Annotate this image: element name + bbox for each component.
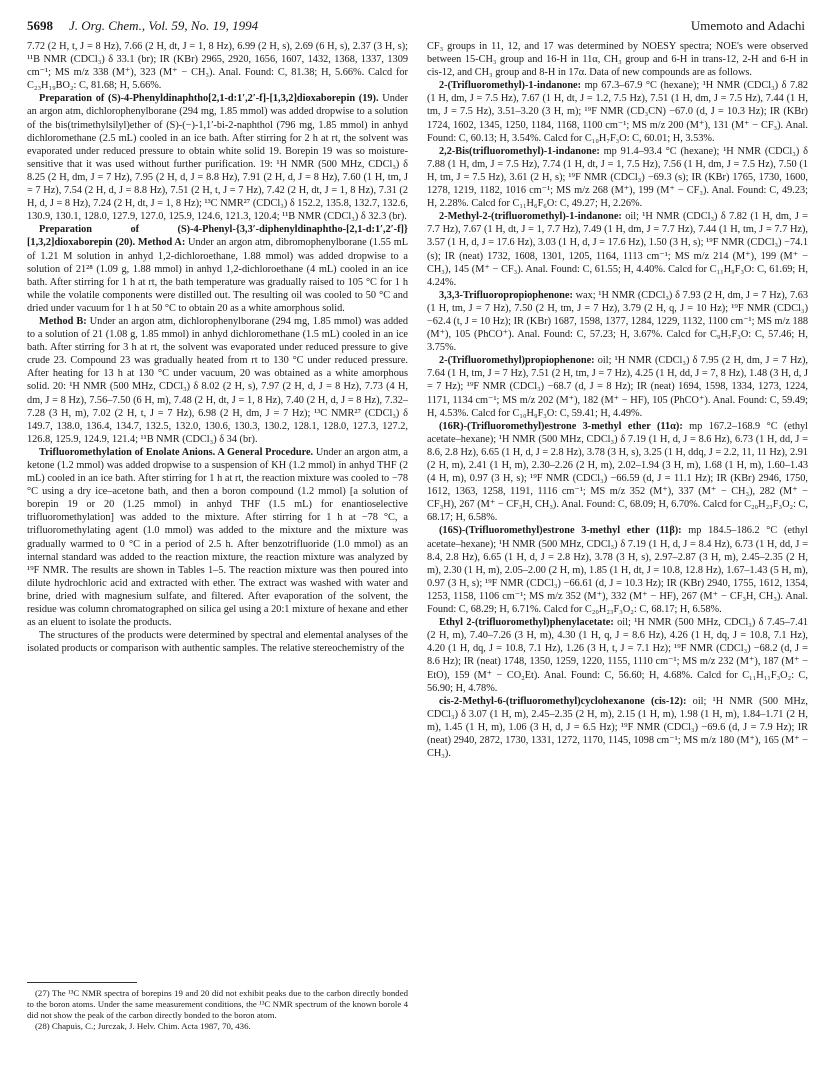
- paragraph-general-procedure: Trifluoromethylation of Enolate Anions. A General Procedure. Under an argon atm, a ketone (1.2 mmol) was added dropwise to a suspension of KH (1.2 mmol) in anhyd THF (2 mL) cooled in an ice bath. After stirring for 1 h at rt, the reaction mixture was cooled to −78 °C using a dry ice–acetone bath, and then a boron compound (1.2 mmol) [a solution of borepin 19 or 20 (1.25 mmol) in anhyd THF (1.5 mL) for enantioselective trifluoromethylation] was added to the mixture. After stirring for 1 h at −78 °C, a trifluoromethylating agent (1.0 mmol) was added to the mixture and the mixture was gradually warmed to 0 °C in a period of 2.5 h. After benzotrifluoride (1.0 mmol) as an internal standard was added to the reaction mixture, the reaction mixture was analyzed by ¹⁹F NMR. The results are shown in Tables 1–5. The reaction mixture was then poured into dilute hydrochloric acid and extracted with ether. The extract was washed with water and brine, dried with magnesium sulfate, and filtered. After evaporation of the solvent, the residue was column chromatographed on silica gel using a 20:1 mixture of hexane and ether as an eluent to isolate the products.: [27, 446, 408, 629]
- compound-name: (16R)-(Trifluoromethyl)estrone 3-methyl ether (11α):: [439, 420, 683, 432]
- right-column: [427, 40, 808, 1070]
- page-number: 5698: [27, 18, 53, 33]
- compound-name: (16S)-(Trifluoromethyl)estrone 3-methyl ether (11β):: [439, 525, 682, 537]
- section-heading: Trifluoromethylation of Enolate Anions. A General Procedure.: [39, 446, 314, 458]
- compound-name: Ethyl 2-(trifluoromethyl)phenylacetate:: [439, 617, 614, 629]
- running-authors: Umemoto and Adachi: [690, 18, 805, 33]
- page-header: [27, 18, 805, 40]
- left-column: [27, 40, 408, 970]
- compound-entry: 2,2-Bis(trifluoromethyl)-1-indanone: mp 91.4–93.4 °C (hexane); ¹H NMR (CDCl₃) δ 7.88 (1 H, dm, J = 7.5 Hz), 7.74 (1 H, dt, J = 1, 7.5 Hz), 7.56 (1 H, dm, J = 7.5 Hz), 7.50 (1 H, tm, J = 7.5 Hz), 3.61 (2 H, s); ¹⁹F NMR (CDCl₃) −69.3 (s); IR (KBr) 1765, 1730, 1600, 1278, 1219, 1182, 1016 cm⁻¹; MS m/z 268 (M⁺), 199 (M⁺ − CF₃). Anal. Found: C, 49.23; H, 2.28%. Calcd for C₁₁H₆F₆O: C, 49.27; H, 2.26%.: [427, 145, 808, 210]
- journal-citation: J. Org. Chem., Vol. 59, No. 19, 1994: [69, 18, 259, 33]
- compound-entry: cis-2-Methyl-6-(trifluoromethyl)cyclohexanone (cis-12): oil; ¹H NMR (500 MHz, CDCl₃) δ 3.07 (1 H, m), 2.45–2.35 (2 H, m), 2.15 (1 H, m), 1.98 (1 H, m), 1.84–1.71 (2 H, m), 1.45 (1 H, m), 1.06 (3 H, d, J = 6.5 Hz); ¹⁹F NMR (CDCl₃) −69.6 (d, J = 7.9 Hz); IR (neat) 2940, 2872, 1730, 1331, 1272, 1170, 1145, 1098 cm⁻¹; MS m/z 180 (M⁺), 165 (M⁺ − CH₃).: [427, 695, 809, 760]
- compound-entry: 2-(Trifluoromethyl)-1-indanone: mp 67.3–67.9 °C (hexane); ¹H NMR (CDCl₃) δ 7.82 (1 H, dm, J = 7.5 Hz), 7.67 (1 H, dt, J = 1.2, 7.5 Hz), 7.51 (1 H, dm, J = 7.5 Hz), 7.44 (1 H, tm, J = 7.5 Hz), 3.51–3.20 (3 H, m); ¹⁹F NMR (CD₃CN) −67.0 (d, J = 10.3 Hz); IR (KBr) 1724, 1602, 1345, 1250, 1184, 1168, 1100 cm⁻¹; MS m/z 200 (M⁺), 131 (M⁺ − CF₃). Anal. Found: C, 60.13; H, 3.54%. Calcd for C₁₀H₇F₃O: C, 60.01; H, 3.53%.: [427, 80, 809, 144]
- compound-name: 2-(Trifluoromethyl)-1-indanone:: [439, 80, 582, 92]
- compound-name: 2,2-Bis(trifluoromethyl)-1-indanone:: [439, 145, 600, 157]
- footnote-27: (27) The ¹³C NMR spectra of borepins 19 and 20 did not exhibit peaks due to the carbon directly bonded to the boron atoms. Under the same measurement conditions, the ¹³C NMR spectrum of the known borole 4 did not show the peak of the carbon directly bonded to the boron atom.: [27, 988, 408, 1020]
- compound-entry: 3,3,3-Trifluoropropiophenone: wax; ¹H NMR (CDCl₃) δ 7.93 (2 H, dm, J = 7 Hz), 7.63 (1 H, tm, J = 7 Hz), 7.50 (2 H, tm, J = 7 Hz), 3.79 (2 H, q, J = 10 Hz); ¹⁹F NMR (CDCl₃) −62.4 (t, J = 10 Hz); IR (KBr) 1687, 1598, 1377, 1284, 1229, 1132, 1100 cm⁻¹; MS m/z 188 (M⁺), 105 (PhCO⁺). Anal. Found: C, 57.23; H, 3.67%. Calcd for C₉H₇F₃O: C, 57.46; H, 3.75%.: [427, 289, 808, 354]
- compound-entry: Ethyl 2-(trifluoromethyl)phenylacetate: oil; ¹H NMR (500 MHz, CDCl₃) δ 7.45–7.41 (2 H, m), 7.40–7.26 (3 H, m), 4.30 (1 H, q, J = 8.6 Hz), 4.26 (1 H, dq, J = 10.8, 7.1 Hz), 4.20 (1 H, dq, J = 10.8, 7.1 Hz), 1.26 (3 H, t, J = 7.1 Hz); ¹⁹F NMR (CDCl₃) −68.2 (d, J = 8.6 Hz); IR (neat) 1748, 1350, 1259, 1220, 1155, 1110 cm⁻¹; MS m/z 232 (M⁺), 187 (M⁺ − EtO), 159 (M⁺ − CO₂Et). Anal. Found: C, 56.60; H, 4.68%. Calcd for C₁₁H₁₁F₃O₂: C, 56.90; H, 4.78%.: [427, 617, 809, 694]
- paragraph-method-b: Method B: Under an argon atm, dichlorophenylborane (294 mg, 1.85 mmol) was added to a solution of 21 (1.08 g, 1.85 mmol) in anhyd dichloromethane (1.5 mL) cooled in an ice bath. After stirring for 3 h at rt, the solvent was evaporated under reduced pressure to give crude 23. Compound 23 was gradually heated from rt to 130 °C under reduced pressure. After heating for 13 h at 130 °C under vacuum, 20 was obtained as a white amorphous solid. 20: ¹H NMR (500 MHz, CDCl₃) δ 8.02 (2 H, s), 7.97 (2 H, d, J = 8 Hz), 7.73 (4 H, dm, J = 8 Hz), 7.56–7.50 (6 H, m), 7.48 (2 H, dt, J = 1, 8 Hz), 7.40 (2 H, d, J = 8 Hz), 7.32–7.28 (3 H, m), 7.02 (2 H, t, J = 7 Hz), 6.98 (2 H, dm, J = 7 Hz); ¹³C NMR²⁷ (CDCl₃) δ 149.7, 138.0, 136.4, 134.7, 132.5, 132.0, 130.6, 130.3, 130.2, 128.1, 128.0, 127.3, 127.2, 126.8, 125.9, 124.9, 121.4; ¹¹B NMR (CDCl₃) δ 34 (br).: [27, 315, 408, 445]
- compound-name: 2-Methyl-2-(trifluoromethyl)-1-indanone:: [439, 211, 622, 223]
- compound-entry: 2-Methyl-2-(trifluoromethyl)-1-indanone: oil; ¹H NMR (CDCl₃) δ 7.82 (1 H, dm, J = 7.7 Hz), 7.67 (1 H, dt, J = 1, 7.7 Hz), 7.49 (1 H, dm, J = 7.7 Hz), 7.44 (1 H, tm, J = 7.7 Hz), 3.57 (1 H, d, J = 17.6 Hz), 3.03 (1 H, d, J = 17.6 Hz), 1.50 (3 H, s); ¹⁹F NMR (CDCl₃) −74.1 (s); IR (neat) 1732, 1608, 1301, 1205, 1164, 1113 cm⁻¹; MS m/z 214 (M⁺), 199 (M⁺ − CH₃), 145 (M⁺ − CF₃). Anal. Found: C, 61.55; H, 4.40%. Calcd for C₁₁H₉F₃O: C, 61.69; H, 4.24%.: [427, 211, 808, 288]
- paragraph-continued: 7.72 (2 H, t, J = 8 Hz), 7.66 (2 H, dt, J = 1, 8 Hz), 6.99 (2 H, s), 2.69 (6 H, s), 2.37 (3 H, s); ¹¹B NMR (CDCl₃) δ 33.1 (br); IR (KBr) 2965, 2920, 1656, 1607, 1432, 1368, 1337, 1309 cm⁻¹; MS m/z 338 (M⁺), 323 (M⁺ − CH₃). Anal. Found: C, 81.38; H, 5.66%. Calcd for C₂₃H₁₉BO₂: C, 81.68; H, 5.66%.: [27, 41, 408, 92]
- paragraph-compound-19: Preparation of (S)-4-Phenyldinaphtho[2,1-d:1′,2′-f]-[1,3,2]dioxaborepin (19). Under an argon atm, dichlorophenylborane (294 mg, 1.85 mmol) was added dropwise to a solution of the bis(trimethylsilyl)ether of (S)-(−)-1,1′-bi-2-naphthol (796 mg, 1.85 mmol) in anhyd dichloromethane (2.5 mL) cooled in an ice bath. After stirring for 2 h at rt, the solvent was evaporated under reduced pressure to obtain white solid 19. Borepin 19 was so moisture-sensitive that it was used without further purification. 19: ¹H NMR (500 MHz, CDCl₃) δ 8.25 (2 H, dm, J = 7 Hz), 7.95 (2 H, d, J = 8.8 Hz), 7.91 (2 H, d, J = 8 Hz), 7.60 (1 H, tm, J = 7 Hz), 7.54 (2 H, d, J = 8.8 Hz), 7.51 (2 H, t, J = 7 Hz), 7.42 (2 H, dt, J = 1, 8 Hz), 7.31 (2 H, d, J = 8 Hz), 7.24 (2 H, dt, J = 1, 8 Hz); ¹³C NMR²⁷ (CDCl₃) δ 152.2, 135.8, 132.7, 132.6, 130.9, 130.1, 128.0, 127.9, 127.0, 125.9, 124.6, 121.3, 120.4; ¹¹B NMR (CDCl₃) δ 32.3 (br).: [27, 93, 408, 223]
- footnote-28: (28) Chapuis, C.; Jurczak, J. Helv. Chim. Acta 1987, 70, 436.: [35, 1021, 251, 1031]
- footnotes: [27, 988, 408, 1032]
- section-heading: Method B:: [39, 315, 87, 327]
- compound-entry: 2-(Trifluoromethyl)propiophenone: oil; ¹H NMR (CDCl₃) δ 7.95 (2 H, dm, J = 7 Hz), 7.64 (1 H, tm, J = 7 Hz), 7.51 (2 H, tm, J = 7 Hz), 4.25 (1 H, dd, J = 7, 8 Hz), 1.48 (3 H, d, J = 7 Hz); ¹⁹F NMR (CDCl₃) −68.7 (d, J = 8 Hz); IR (neat) 1694, 1598, 1334, 1273, 1224, 1171, 1134 cm⁻¹; MS m/z 202 (M⁺), 182 (M⁺ − HF), 105 (PhCO⁺). Anal. Found: C, 59.49; H, 4.53%. Calcd for C₁₀H₉F₃O: C, 59.41; H, 4.49%.: [427, 355, 808, 419]
- paragraph-structures: The structures of the products were determined by spectral and elemental analyses of the isolated products or comparison with authentic samples. The relative stereochemistry of the: [27, 630, 408, 655]
- paragraph-compound-20-method-a: Preparation of (S)-4-Phenyl-{3,3′-diphenyldinaphtho-[2,1-d:1′,2′-f]}[1,3,2]dioxaborepin (20). Method A: Under an argon atm, dibromophenylborane (1.55 mL of 1.21 M solution in anhyd 1,2-dichloroethane, 1.88 mmol) was added dropwise to a solution of 21²⁸ (1.09 g, 1.88 mmol) in anhyd 1,2-dichloroethane (4 mL) cooled in an ice bath. After stirring for 1 h at rt, the bath temperature was gradually raised to 105 °C for 1 h while the volatile components were distilled out. The resulting oil was cooled to 50 °C and dried under vacuum for 1 h at 50 °C to obtain 20 as a white amorphous solid.: [27, 224, 408, 314]
- compound-name: 3,3,3-Trifluoropropiophenone:: [439, 289, 573, 301]
- compound-name: 2-(Trifluoromethyl)propiophenone:: [439, 355, 595, 367]
- section-heading: Preparation of (S)-4-Phenyl-{3,3′-diphenyldinaphtho-[2,1-d:1′,2′-f]}[1,3,2]dioxaborepin (20). Method A:: [27, 224, 408, 249]
- footnote-divider: [27, 982, 137, 983]
- compound-entry: (16S)-(Trifluoromethyl)estrone 3-methyl ether (11β): mp 184.5–186.2 °C (ethyl acetate–hexane); ¹H NMR (500 MHz, CDCl₃) δ 7.19 (1 H, d, J = 8.4 Hz), 6.73 (1 H, dd, J = 8.4, 2.8 Hz), 6.65 (1 H, d, J = 2.8 Hz), 3.78 (3 H, s), 2.97–2.87 (3 H, m), 2.45–2.35 (2 H, m), 2.30 (1 H, m), 2.05–2.00 (2 H, m), 1.85 (1 H, dt, J = 10.8, 12.8 Hz), 1.67–1.43 (5 H, m), 0.97 (3 H, s); ¹⁹F NMR (CDCl₃) −66.61 (d, J = 10.3 Hz); IR (KBr) 2940, 1755, 1612, 1354, 1253, 1158, 1106 cm⁻¹; MS m/z 352 (M⁺), 332 (M⁺ − HF), 267 (M⁺ − CF₃H, CH₃). Anal. Found: C, 68.29; H, 6.71%. Calcd for C₂₀H₂₃F₃O₂: C, 68.17; H, 6.58%.: [427, 525, 808, 616]
- section-heading: Preparation of (S)-4-Phenyldinaphtho[2,1-d:1′,2′-f]-[1,3,2]dioxaborepin (19).: [39, 93, 379, 105]
- paragraph-continued: CF₃ groups in 11, 12, and 17 was determined by NOESY spectra; NOE's were observed between 15-CH₃ group and 16-H in 11α, CH₃ group and 6-H in trans-12, 2-H and 6-H in cis-12, and CH₃ group and 8-H in 17α. Data of new compounds are as follows.: [427, 41, 808, 79]
- compound-entry: (16R)-(Trifluoromethyl)estrone 3-methyl ether (11α): mp 167.2–168.9 °C (ethyl acetate–hexane); ¹H NMR (500 MHz, CDCl₃) δ 7.19 (1 H, d, J = 8.6 Hz), 6.73 (1 H, dd, J = 8.6, 2.8 Hz), 6.65 (1 H, d, J = 2.8 Hz), 3.78 (3 H, s), 3.25 (1 H, ddq, J = 2.2, 11, 11 Hz), 2.91 (2 H, m), 2.41 (1 H, m), 2.30–2.26 (2 H, m), 2.02–1.94 (3 H, m), 1.68 (1 H, m), 1.60–1.43 (4 H, m), 0.97 (3 H, s); ¹⁹F NMR (CDCl₃) −66.59 (d, J = 11.1 Hz); IR (KBr) 2946, 1750, 1612, 1363, 1258, 1191, 1116 cm⁻¹; MS m/z 352 (M⁺), 337 (M⁺ − CH₃), 282 (M⁺ − CF₃H), 267 (M⁺ − CF₃H, CH₃). Anal. Found: C, 68.09; H, 6.70%. Calcd for C₂₀H₂₃F₃O₂: C, 68.17; H, 6.58%.: [427, 420, 808, 524]
- compound-name: cis-2-Methyl-6-(trifluoromethyl)cyclohexanone (cis-12):: [439, 695, 687, 707]
